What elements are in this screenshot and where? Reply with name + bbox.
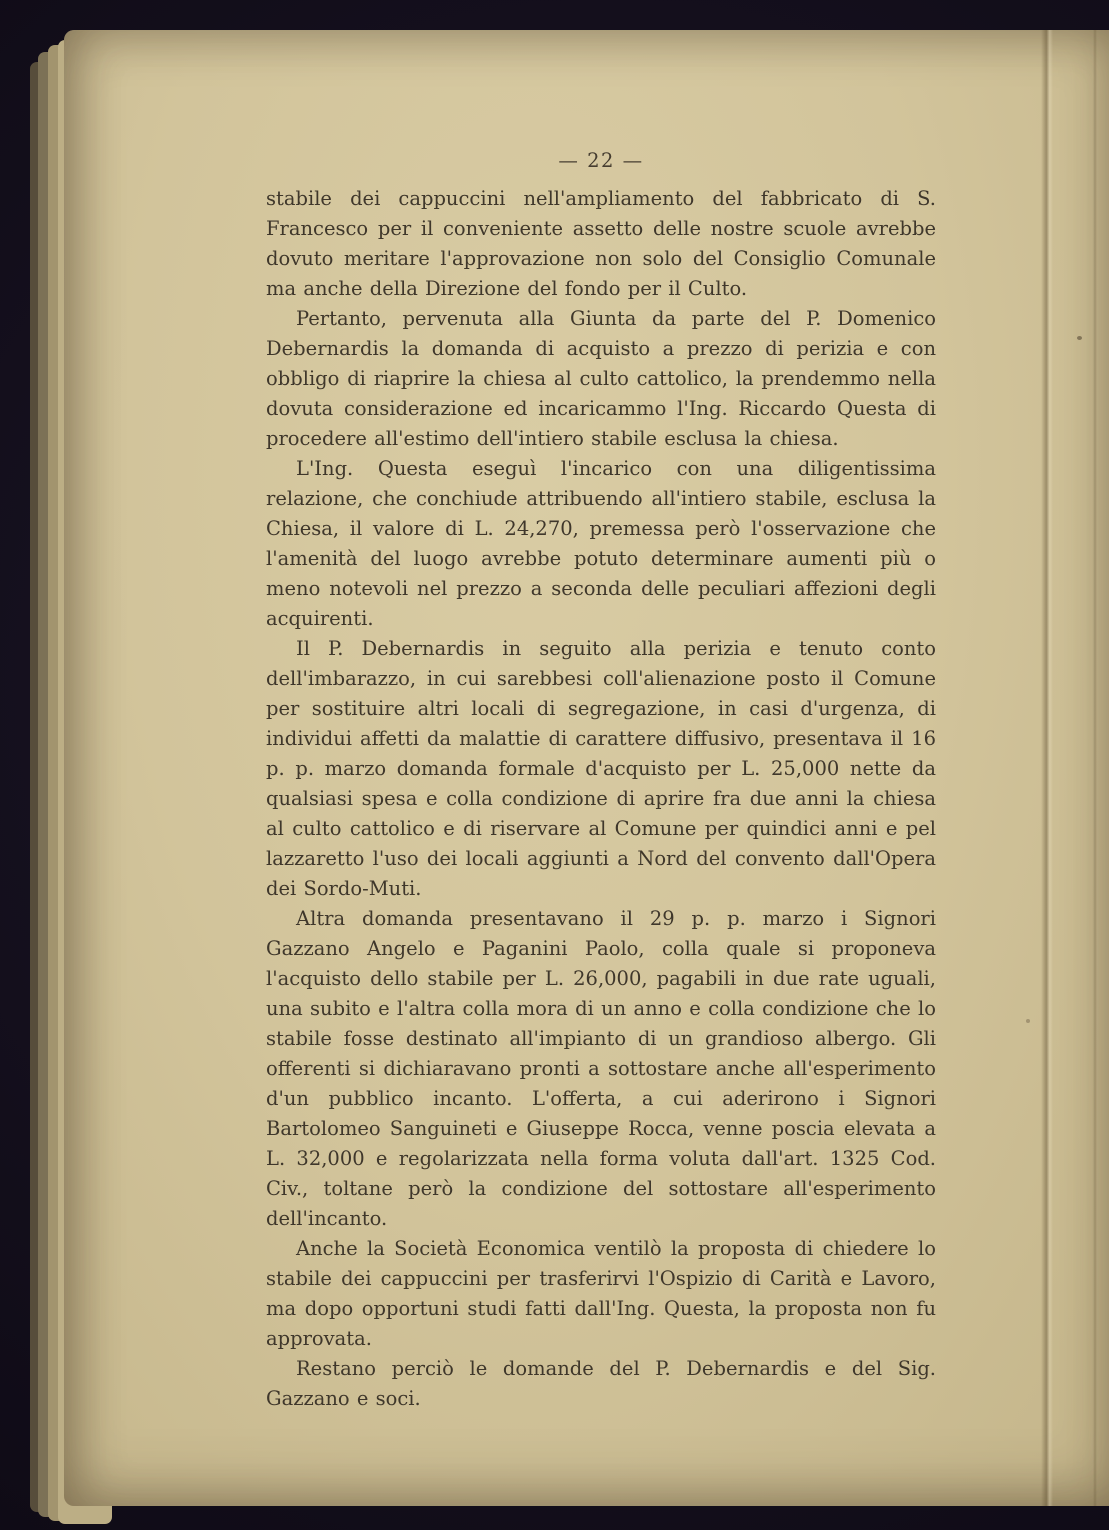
paragraph: Pertanto, pervenuta alla Giunta da parte del P. Domenico Debernardis la domanda di acquisto a prezzo di perizia e con obbligo di riaprire la chiesa al culto cattolico, la prendemmo nella dovuta considerazione ed incaricammo l'Ing. Riccardo Questa di procedere all'estimo dell'intiero stabile esclusa la chiesa. [266, 307, 936, 450]
page-right-edge-line [1093, 30, 1097, 1506]
page-number: — 22 — [558, 149, 644, 172]
page-fold-crease [1041, 30, 1053, 1506]
paragraph: Il P. Debernardis in seguito alla perizia e tenuto conto dell'imbarazzo, in cui sarebbesi coll'alienazione posto il Comune per sostituire altri locali di segregazione, in casi d'urgenza, di individui affetti da malattie di carattere diffusivo, presentava il 16 p. p. marzo domanda formale d'acquisto per L. 25,000 nette da qualsiasi spesa e colla condizione di aprire fra due anni la chiesa al culto cattolico e di riservare al Comune per quindici anni e pel lazzaretto l'uso dei locali aggiunti a Nord del convento dall'Opera dei Sordo-Muti. [266, 637, 936, 900]
paragraph: Restano perciò le domande del P. Debernardis e del Sig. Gazzano e soci. [266, 1357, 936, 1410]
paragraph: L'Ing. Questa eseguì l'incarico con una diligentissima relazione, che conchiude attribuendo all'intiero stabile, esclusa la Chiesa, il valore di L. 24,270, premessa però l'osservazione che l'amenità del luogo avrebbe potuto determinare aumenti più o meno notevoli nel prezzo a seconda delle peculiari affezioni degli acquirenti. [266, 457, 936, 630]
dust-speck [1026, 1019, 1030, 1023]
paragraph-continuation: stabile dei cappuccini nell'ampliamento del fabbricato di S. Francesco per il conveniente assetto delle nostre scuole avrebbe dovuto meritare l'approvazione non solo del Consiglio Comunale ma anche della Direzione del fondo per il Culto. [266, 187, 936, 300]
book-page [64, 30, 1109, 1506]
dust-speck [1077, 336, 1082, 340]
paragraph: Altra domanda presentavano il 29 p. p. marzo i Signori Gazzano Angelo e Paganini Paolo, colla quale si proponeva l'acquisto dello stabile per L. 26,000, pagabili in due rate uguali, una subito e l'altra colla mora di un anno e colla condizione che lo stabile fosse destinato all'impianto di un grandioso albergo. Gli offerenti si dichiaravano pronti a sottostare anche all'esperimento d'un pubblico incanto. L'offerta, a cui aderirono i Signori Bartolomeo Sanguineti e Giuseppe Rocca, venne poscia elevata a L. 32,000 e regolarizzata nella forma voluta dall'art. 1325 Cod. Civ., toltane però la condizione del sottostare all'esperimento dell'incanto. [266, 907, 936, 1230]
paragraph: Anche la Società Economica ventilò la proposta di chiedere lo stabile dei cappuccini per trasferirvi l'Ospizio di Carità e Lavoro, ma dopo opportuni studi fatti dall'Ing. Questa, la proposta non fu approvata. [266, 1237, 936, 1350]
page-text-block [266, 146, 936, 1414]
